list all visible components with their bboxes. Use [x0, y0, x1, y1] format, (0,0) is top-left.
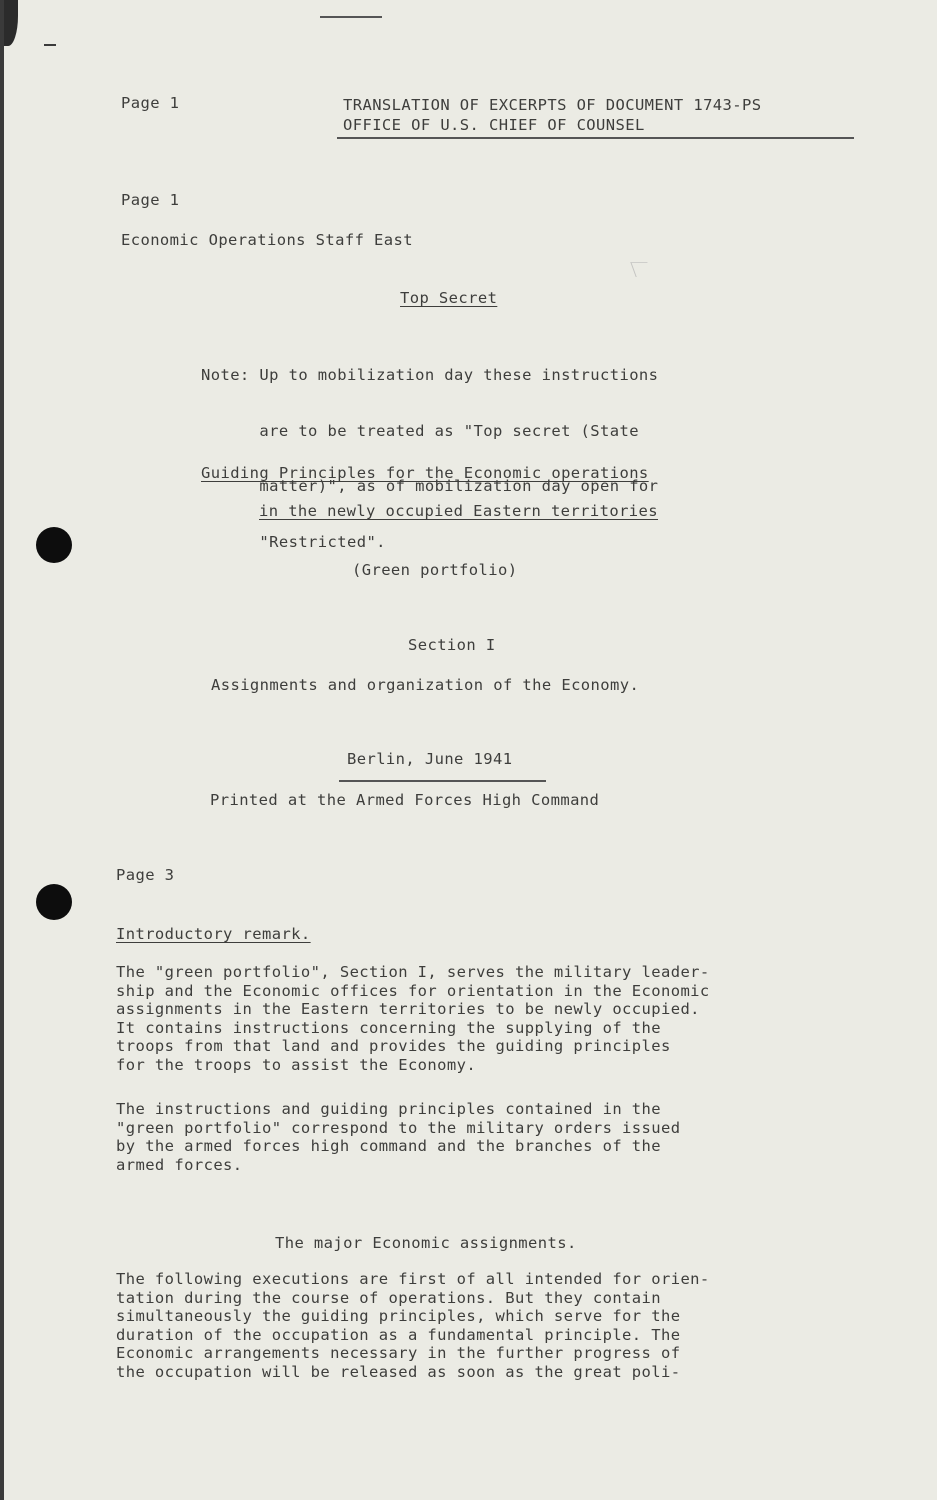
- note-line: matter)", as of mobilization day open for: [201, 477, 659, 495]
- place-and-date: Berlin, June 1941: [347, 750, 513, 768]
- paragraph-line: ship and the Economic offices for orientation in the Economic: [116, 981, 710, 1000]
- portfolio-label: (Green portfolio): [352, 561, 518, 579]
- header-rule: [337, 137, 854, 139]
- paragraph-line: It contains instructions concerning the supplying of the: [116, 1018, 661, 1037]
- introductory-heading: Introductory remark.: [116, 925, 311, 943]
- guiding-title-line-1: Guiding Principles for the Economic operations: [201, 464, 649, 482]
- section-page-label-1: Page 1: [121, 191, 180, 209]
- paragraph-line: for the troops to assist the Economy.: [116, 1055, 477, 1074]
- paragraph-correspondence: [116, 1100, 680, 1174]
- paragraph-line: Economic arrangements necessary in the further progress of: [116, 1344, 681, 1362]
- place-date-rule: [339, 780, 546, 782]
- note-line: are to be treated as "Top secret (State: [201, 421, 639, 440]
- paragraph-line: the occupation will be released as soon as the great poli-: [116, 1362, 681, 1381]
- corner-tick-mark: [44, 44, 56, 46]
- paragraph-line: assignments in the Eastern territories to be newly occupied.: [116, 1000, 700, 1018]
- header-title-line-2: OFFICE OF U.S. CHIEF OF COUNSEL: [343, 116, 645, 134]
- paragraph-line: by the armed forces high command and the branches of the: [116, 1137, 661, 1155]
- paragraph-line: simultaneously the guiding principles, which serve for the: [116, 1307, 681, 1325]
- classification-label: Top Secret: [400, 289, 498, 307]
- paragraph-line: The following executions are first of all intended for orien-: [116, 1270, 710, 1288]
- note-line: "Restricted".: [201, 532, 386, 551]
- paragraph-line: "green portfolio" correspond to the military orders issued: [116, 1118, 681, 1137]
- paragraph-line: troops from that land and provides the guiding principles: [116, 1037, 671, 1055]
- paragraph-line: The "green portfolio", Section I, serves the military leader-: [116, 963, 710, 981]
- corner-staple-mark: [4, 0, 18, 46]
- classification-note: [201, 329, 658, 588]
- issuing-office: Economic Operations Staff East: [121, 231, 413, 249]
- paragraph-line: The instructions and guiding principles contained in the: [116, 1100, 661, 1118]
- page-edge-shadow: [0, 0, 4, 1500]
- major-assignments-heading: The major Economic assignments.: [275, 1234, 577, 1252]
- section-page-label-3: Page 3: [116, 866, 175, 884]
- paragraph-line: armed forces.: [116, 1155, 243, 1174]
- note-line: Note: Up to mobilization day these instructions: [201, 366, 659, 384]
- top-dash-mark: [320, 16, 382, 18]
- paragraph-line: duration of the occupation as a fundamental principle. The: [116, 1325, 681, 1344]
- punch-hole-lower: [36, 884, 72, 920]
- paragraph-major-assignments: [116, 1270, 710, 1381]
- punch-hole-upper: [36, 527, 72, 563]
- section-subtitle: Assignments and organization of the Economy.: [211, 676, 640, 694]
- paragraph-introductory: [116, 963, 710, 1074]
- section-number: Section I: [408, 636, 496, 654]
- printed-at: Printed at the Armed Forces High Command: [210, 791, 600, 809]
- guiding-title-line-2: in the newly occupied Eastern territories: [259, 502, 659, 520]
- paper-stain-mark: [630, 262, 652, 277]
- paragraph-line: tation during the course of operations. But they contain: [116, 1288, 661, 1307]
- header-title-line-1: TRANSLATION OF EXCERPTS OF DOCUMENT 1743-PS: [343, 96, 762, 114]
- header-page-label: Page 1: [121, 94, 180, 112]
